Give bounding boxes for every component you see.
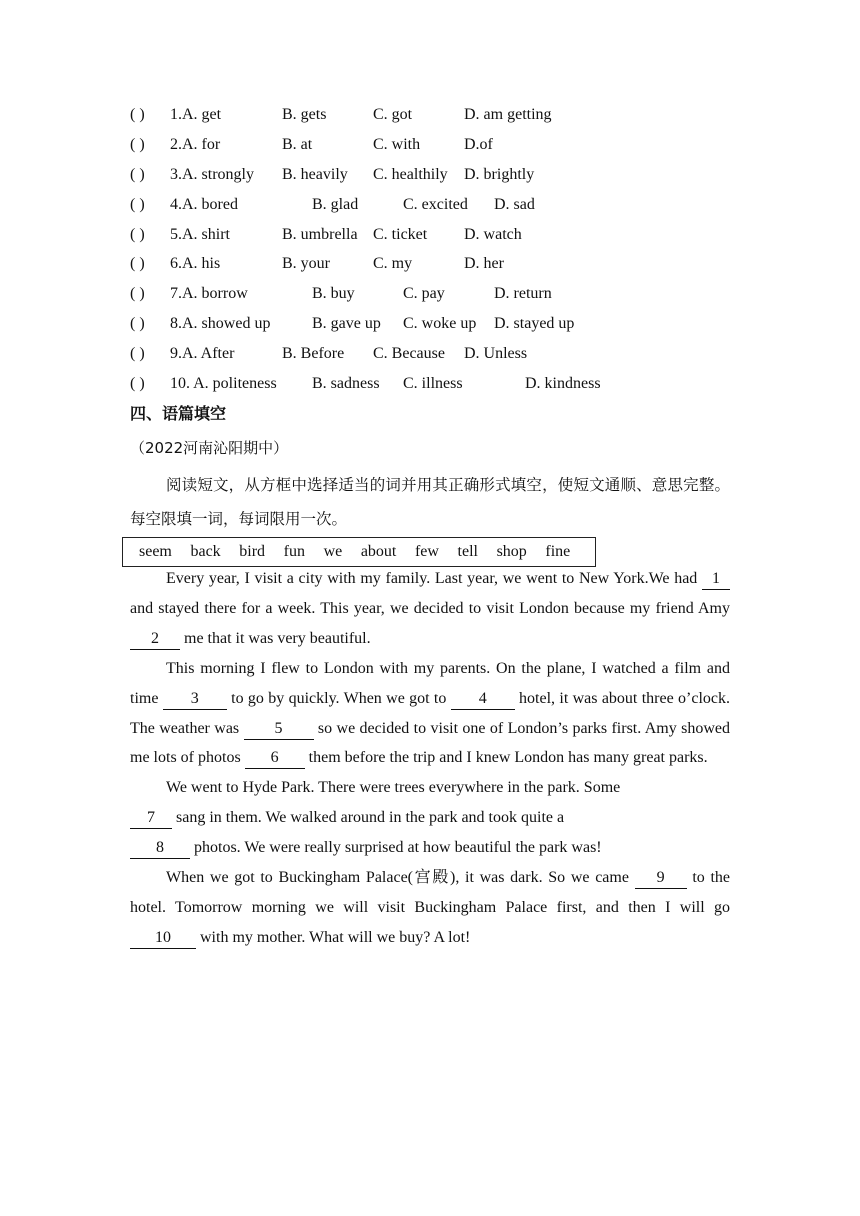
option-c: C. excited [403,195,468,213]
question-list [130,100,730,399]
passage-text: We went to Hyde Park. There were trees everywhere in the park. Some [166,779,621,797]
option-b: B. gave up [312,315,381,333]
option-b: B. Before [282,345,345,363]
option-b: B. umbrella [282,225,358,243]
option-a: 10. A. politeness [170,375,277,393]
passage-text: to go by quickly. When we got to [226,689,451,707]
question-row [130,160,730,190]
answer-parentheses: ( ) [130,285,145,303]
option-a: 1.A. get [170,106,222,123]
passage-text: so we decided to visit one of London’s parks first. Amy showed me lots of photos [130,719,731,767]
blank-8: 8 [130,838,190,859]
passage-text: This morning I flew to London with my parents. On the plane, I watched a film and time [130,659,730,707]
passage-text: When we got to Buckingham Palace(宫殿), it was dark. So we came [166,869,635,887]
option-b: B. gets [282,106,327,123]
passage-paragraph [130,863,730,953]
word-box-item: we [323,543,343,560]
passage-paragraph [130,803,730,833]
answer-parentheses: ( ) [130,345,145,363]
word-box-item: shop [496,543,527,560]
blank-5: 5 [244,719,314,740]
option-d: D. kindness [525,375,601,393]
question-row [130,279,730,309]
option-c: C. illness [403,375,463,393]
question-row [130,309,730,339]
option-d: D. am getting [464,106,552,123]
question-row [130,190,730,220]
option-a: 6.A. his [170,255,221,273]
blank-7: 7 [130,808,172,829]
passage-text: them before the trip and I knew London has many great parks. [304,749,708,767]
passage-text: hotel, it was about three o’clock. The weather was [130,689,731,737]
passage [130,564,730,953]
option-a: 8.A. showed up [170,315,271,333]
blank-4: 4 [451,689,515,710]
option-c: C. healthily [373,165,448,183]
passage-text: and stayed there for a week. This year, we decided to visit London because my friend Amy [130,599,730,617]
option-b: B. buy [312,285,355,303]
answer-parentheses: ( ) [130,315,145,333]
passage-text: with my mother. What will we buy? A lot! [196,928,471,946]
word-box-item: few [414,543,439,560]
option-a: 5.A. shirt [170,225,230,243]
blank-10: 10 [130,928,196,949]
answer-parentheses: ( ) [130,225,145,243]
option-d: D. her [464,255,504,273]
word-box-item: fine [545,543,571,560]
word-box-item: seem [139,543,172,560]
blank-2: 2 [130,629,180,650]
option-a: 3.A. strongly [170,165,254,183]
word-box-item: tell [457,543,478,560]
passage-paragraph [130,833,730,863]
passage-text: Every year, I visit a city with my family. Last year, we went to New York.We had [166,570,702,587]
option-d: D.of [464,135,493,153]
option-a: 9.A. After [170,345,235,363]
passage-paragraph [130,654,730,774]
option-d: D. sad [494,195,535,213]
option-b: B. heavily [282,165,348,183]
word-box [122,537,596,567]
question-row [130,249,730,279]
option-b: B. glad [312,195,359,213]
option-c: C. ticket [373,225,428,243]
passage-paragraph [130,564,730,654]
answer-parentheses: ( ) [130,106,145,123]
option-b: B. at [282,135,313,153]
passage-text: me that it was very beautiful. [180,629,371,647]
option-a: 2.A. for [170,135,221,153]
option-c: C. woke up [403,315,477,333]
option-c: C. my [373,255,413,273]
passage-paragraph [130,773,730,803]
option-c: C. Because [373,345,445,363]
option-d: D. watch [464,225,522,243]
question-row [130,220,730,250]
word-box-item: bird [239,543,266,560]
option-a: 7.A. borrow [170,285,248,303]
blank-3: 3 [163,689,227,710]
blank-1: 1 [702,569,730,590]
blank-9: 9 [635,868,687,889]
option-d: D. Unless [464,345,528,363]
question-row [130,100,730,130]
answer-parentheses: ( ) [130,375,145,393]
word-box-item: about [360,543,397,560]
section-source: （2022河南沁阳期中） [130,439,289,457]
option-d: D. brightly [464,165,535,183]
option-c: C. with [373,135,421,153]
passage-text: sang in them. We walked around in the park and took quite a [172,809,565,827]
section-title: 四、语篇填空 [130,404,227,423]
option-a: 4.A. bored [170,195,238,213]
option-c: C. got [373,106,413,123]
answer-parentheses: ( ) [130,195,145,213]
passage-text: to the hotel. Tomorrow morning we will visit Buckingham Palace first, and then I will go [130,869,730,916]
word-box-item: back [190,543,221,560]
question-row [130,130,730,160]
question-row [130,339,730,369]
option-b: B. your [282,255,330,273]
option-c: C. pay [403,285,445,303]
section-instruction: 阅读短文，从方框中选择适当的词并用其正确形式填空，使短文通顺、意思完整。每空限填一词，每词限用一次。 [130,476,730,528]
option-d: D. return [494,285,552,303]
option-d: D. stayed up [494,315,575,333]
answer-parentheses: ( ) [130,135,145,153]
answer-parentheses: ( ) [130,165,145,183]
answer-parentheses: ( ) [130,255,145,273]
word-box-item: fun [283,543,305,560]
worksheet-page [130,100,731,946]
blank-6: 6 [245,748,305,769]
option-b: B. sadness [312,375,380,393]
passage-text: photos. We were really surprised at how beautiful the park was! [190,839,602,857]
question-row [130,369,730,399]
